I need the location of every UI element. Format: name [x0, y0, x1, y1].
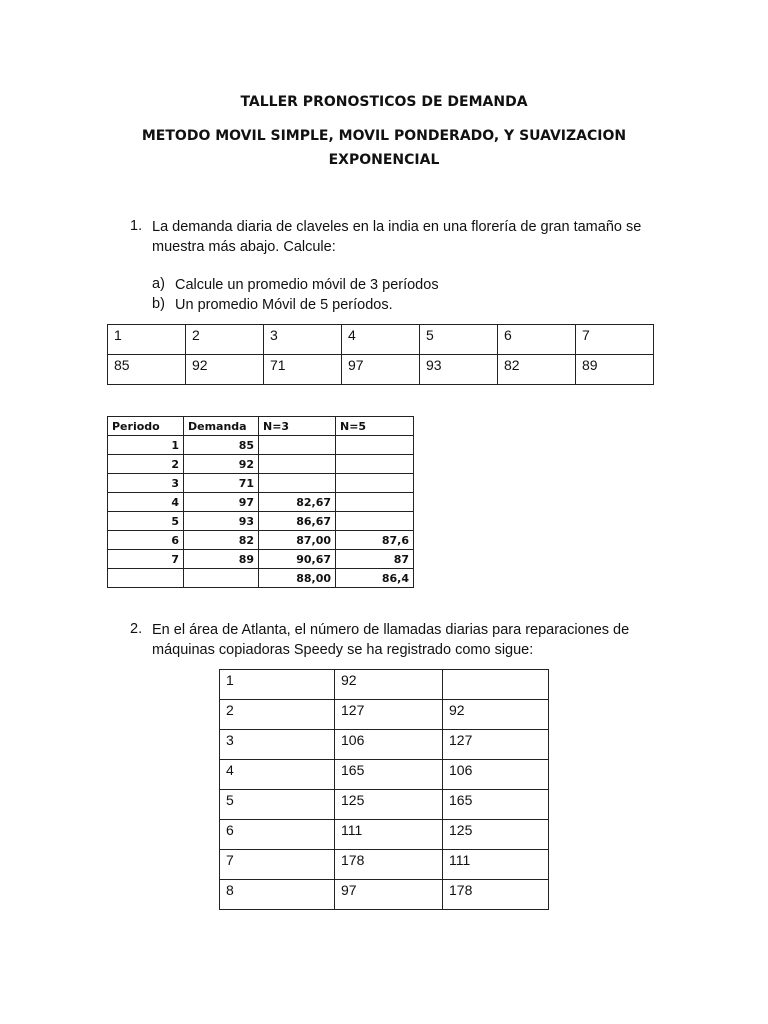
periodo-cell: 5: [108, 512, 184, 531]
demand-cell: 89: [576, 355, 654, 385]
period-cell: 3: [264, 325, 342, 355]
question-2-line1: En el área de Atlanta, el número de llamadas diarias para reparaciones de: [152, 622, 630, 638]
day-cell: 3: [220, 730, 335, 760]
period-cell: 6: [498, 325, 576, 355]
demanda-cell: [184, 569, 259, 588]
periodo-cell: 2: [108, 455, 184, 474]
table-row: [220, 760, 549, 790]
question-1-line1: La demanda diaria de claveles en la india en una florería de gran tamaño se: [152, 219, 642, 235]
periodo-cell: [108, 569, 184, 588]
demand-cell: 93: [420, 355, 498, 385]
n3-cell: 82,67: [259, 493, 336, 512]
question-1a-text: Calcule un promedio móvil de 3 períodos: [175, 277, 439, 293]
demand-data-table: [107, 324, 654, 385]
header-n5: N=5: [336, 417, 414, 436]
demanda-cell: 97: [184, 493, 259, 512]
demand-cell: 71: [264, 355, 342, 385]
question-1b-label: b): [152, 296, 165, 312]
table-row: [220, 730, 549, 760]
n5-cell: [336, 436, 414, 455]
previous-calls-cell: 165: [443, 790, 549, 820]
previous-calls-cell: 92: [443, 700, 549, 730]
day-cell: 4: [220, 760, 335, 790]
n3-cell: 86,67: [259, 512, 336, 531]
day-cell: 8: [220, 880, 335, 910]
document-title: TALLER PRONOSTICOS DE DEMANDA: [240, 94, 528, 110]
header-demanda: Demanda: [184, 417, 259, 436]
table-row: [108, 474, 414, 493]
table-header-row: [108, 417, 414, 436]
previous-calls-cell: 111: [443, 850, 549, 880]
calls-cell: 92: [335, 670, 443, 700]
calls-table: [219, 669, 549, 910]
demand-cell: 97: [342, 355, 420, 385]
previous-calls-cell: 106: [443, 760, 549, 790]
n5-cell: [336, 512, 414, 531]
document-subtitle-line1: METODO MOVIL SIMPLE, MOVIL PONDERADO, Y SUAVIZACION: [141, 128, 627, 144]
table-row: [108, 455, 414, 474]
n5-cell: [336, 493, 414, 512]
question-1-line2: muestra más abajo. Calcule:: [152, 239, 336, 255]
table-row: [220, 850, 549, 880]
period-cell: 2: [186, 325, 264, 355]
demand-cell: 92: [186, 355, 264, 385]
periodo-cell: 7: [108, 550, 184, 569]
demand-cell: 85: [108, 355, 186, 385]
demanda-cell: 82: [184, 531, 259, 550]
moving-average-table: [107, 416, 414, 588]
periodo-cell: 1: [108, 436, 184, 455]
table-row: [108, 512, 414, 531]
calls-cell: 178: [335, 850, 443, 880]
day-cell: 5: [220, 790, 335, 820]
n5-cell: 86,4: [336, 569, 414, 588]
day-cell: 6: [220, 820, 335, 850]
period-cell: 7: [576, 325, 654, 355]
question-2-number: 2.: [130, 621, 143, 637]
n3-cell: 87,00: [259, 531, 336, 550]
day-cell: 7: [220, 850, 335, 880]
table-row: [108, 493, 414, 512]
period-cell: 4: [342, 325, 420, 355]
calls-cell: 127: [335, 700, 443, 730]
previous-calls-cell: 178: [443, 880, 549, 910]
table-row: [220, 700, 549, 730]
calls-cell: 165: [335, 760, 443, 790]
table-row: [108, 325, 654, 355]
table-row: [220, 670, 549, 700]
previous-calls-cell: [443, 670, 549, 700]
table-row: [220, 790, 549, 820]
table-row: [108, 550, 414, 569]
calls-cell: 111: [335, 820, 443, 850]
demand-cell: 82: [498, 355, 576, 385]
calls-cell: 125: [335, 790, 443, 820]
document-subtitle-line2: EXPONENCIAL: [328, 152, 440, 168]
n3-cell: 90,67: [259, 550, 336, 569]
n3-cell: [259, 455, 336, 474]
demanda-cell: 71: [184, 474, 259, 493]
table-row: [220, 820, 549, 850]
header-n3: N=3: [259, 417, 336, 436]
day-cell: 2: [220, 700, 335, 730]
calls-cell: 97: [335, 880, 443, 910]
table-row: [220, 880, 549, 910]
day-cell: 1: [220, 670, 335, 700]
demanda-cell: 93: [184, 512, 259, 531]
demanda-cell: 85: [184, 436, 259, 455]
demanda-cell: 89: [184, 550, 259, 569]
table-row: [108, 569, 414, 588]
demanda-cell: 92: [184, 455, 259, 474]
n3-cell: [259, 436, 336, 455]
previous-calls-cell: 125: [443, 820, 549, 850]
periodo-cell: 3: [108, 474, 184, 493]
calls-cell: 106: [335, 730, 443, 760]
period-cell: 5: [420, 325, 498, 355]
period-cell: 1: [108, 325, 186, 355]
n5-cell: 87,6: [336, 531, 414, 550]
table-row: [108, 436, 414, 455]
header-periodo: Periodo: [108, 417, 184, 436]
question-1-number: 1.: [130, 218, 143, 234]
previous-calls-cell: 127: [443, 730, 549, 760]
n3-cell: 88,00: [259, 569, 336, 588]
n5-cell: [336, 474, 414, 493]
periodo-cell: 6: [108, 531, 184, 550]
question-2-line2: máquinas copiadoras Speedy se ha registrado como sigue:: [152, 642, 534, 658]
table-row: [108, 355, 654, 385]
n3-cell: [259, 474, 336, 493]
question-1a-label: a): [152, 276, 165, 292]
n5-cell: [336, 455, 414, 474]
table-row: [108, 531, 414, 550]
n5-cell: 87: [336, 550, 414, 569]
question-1b-text: Un promedio Móvil de 5 períodos.: [175, 297, 393, 313]
periodo-cell: 4: [108, 493, 184, 512]
